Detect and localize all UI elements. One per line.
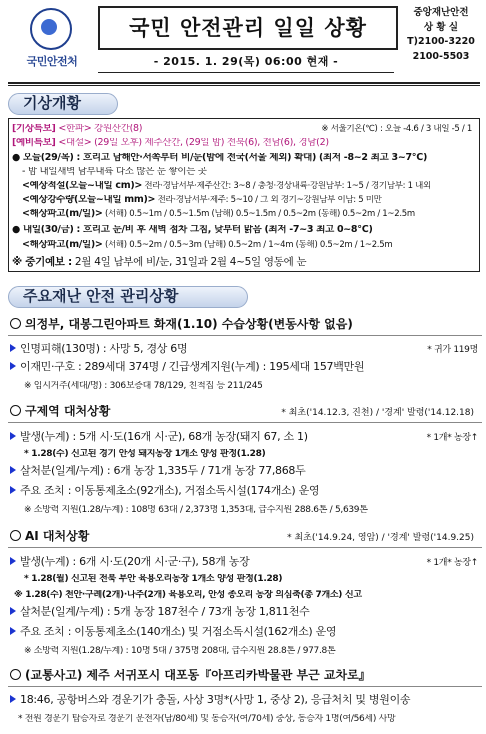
fire-row: 인명피해(130명) : 사망 5, 경상 6명 * 귀가 119명 <box>10 343 484 356</box>
circle-bullet-icon <box>10 530 21 541</box>
triangle-bullet-icon <box>10 362 16 370</box>
ai-row: 살처분(일계/누계) : 5개 농장 187천수 / 73개 농장 1,811천수 <box>10 606 484 619</box>
divider <box>8 335 482 336</box>
weather-line: <예상적설(오늘~내일 cm)> 전라·경남서부·제주산간: 3~8 / 충청·경상내륙·강원남부: 1~5 / 경기남부: 1 내외 <box>22 181 431 191</box>
divider <box>8 422 482 423</box>
disaster-banner: 주요재난 안전 관리상황 <box>8 286 248 308</box>
emblem-icon <box>30 8 72 50</box>
divider <box>8 82 480 84</box>
ai-row: ※ 소방력 지원(1.28/누계) : 10명 5대 / 375명 208대, 급수지원 28.8톤 / 977.8톤 <box>24 646 336 656</box>
ai-title: AI 대처상황 * 최초('14.9.24, 영암) / '경계' 발령('14.9.25) <box>10 530 480 544</box>
agency-contact: 중앙재난안전 상 황 실 T)2100-3220 2100-5503 <box>407 7 475 63</box>
triangle-bullet-icon <box>10 432 16 440</box>
traffic-row: * 전원 경운기 탑승자로 경운기 운전자(남/80세) 및 동승자(여/70세) 중상, 동승자 1명(여/56세) 사망 <box>18 714 396 724</box>
triangle-bullet-icon <box>10 607 16 615</box>
fire-row: ※ 임시거주(세대/명) : 306보증대 78/129, 친척집 등 211/245 <box>24 381 263 391</box>
circle-bullet-icon <box>10 669 21 680</box>
traffic-row: 18:46, 공항버스와 경운기가 충돌, 사상 3명*(사망 1, 중상 2), 응급처치 및 병원이송 <box>10 694 484 707</box>
weather-line: ● 내일(30/금) : 흐리고 눈/비 후 새벽 점차 그침, 낮부터 맑음 (최저 -7~3 최고 0~8℃) <box>12 225 373 235</box>
triangle-bullet-icon <box>10 466 16 474</box>
fire-title: 의정부, 대봉그린아파트 화재(1.10) 수습상황(변동사항 없음) <box>10 318 480 332</box>
fmd-row: ※ 소방력 지원(1.28/누계) : 108명 63대 / 2,373명 1,353대, 급수지원 288.6톤 / 5,639톤 <box>24 505 368 515</box>
triangle-bullet-icon <box>10 486 16 494</box>
weather-line: ● 오늘(29/목) : 흐리고 남해안·서쪽부터 비/눈(밤에 전국(서울 제외) 확대) (최저 -8~2 최고 3~7℃) <box>12 153 428 163</box>
divider <box>8 547 482 548</box>
divider <box>98 72 394 73</box>
weather-line: [예비특보] <대설> (29일 오후) 제주산간, (29일 밤) 전북(6), 전남(6), 경남(2) <box>12 138 329 148</box>
traffic-title: (교통사고) 제주 서귀포시 대포동『아프리카박물관 부근 교차로』 <box>10 669 480 683</box>
fmd-row: 발생(누계) : 5개 시·도(16개 시·군), 68개 농장(돼지 67, 소 1) * 1개* 농장↑ <box>10 431 484 444</box>
weather-line: <해상파고(m/일)> (서해) 0.5~1m / 0.5~1.5m (남해) 0.5~1.5m / 0.5~2m (동해) 0.5~2m / 1~2.5m <box>22 209 415 219</box>
agency-logo <box>8 4 94 78</box>
logo-text: 국민안전처 <box>26 55 78 68</box>
fmd-row: 살처분(일계/누계) : 6개 농장 1,335두 / 71개 농장 77,868두 <box>10 465 484 478</box>
weather-line: <예상강수량(오늘~내일 mm)> 전라·경남서부·제주: 5~10 / 그 외 경기~강원남부 이남: 5 미만 <box>22 195 382 205</box>
triangle-bullet-icon <box>10 557 16 565</box>
report-date: - 2015. 1. 29(목) 06:00 현재 - <box>153 55 339 68</box>
circle-bullet-icon <box>10 405 21 416</box>
fmd-row: 주요 조치 : 이동통제초소(92개소), 거점소독시설(174개소) 운영 <box>10 485 484 498</box>
fmd-row: * 1.28(수) 신고된 경기 안성 돼지농장 1개소 양성 판정(1.28) <box>24 449 266 459</box>
ai-row: 주요 조치 : 이동통제초소(140개소) 및 거점소독시설(162개소) 운영 <box>10 626 484 639</box>
divider <box>8 686 482 687</box>
ai-row: ※ 1.28(수) 천안·구례(2개)·나주(2개) 육용오리, 안성 종오리 농장 의심축(총 7개소) 신고 <box>14 590 362 600</box>
triangle-bullet-icon <box>10 695 16 703</box>
circle-bullet-icon <box>10 318 21 329</box>
triangle-bullet-icon <box>10 344 16 352</box>
fire-row: 이재민·구호 : 289세대 374명 / 긴급생계지원(누계) : 195세대 157백만원 <box>10 361 484 374</box>
weather-line: ※ 중기예보 : 2월 4일 남부에 비/눈, 31일과 2월 4~5일 영동에 눈 <box>12 256 307 268</box>
weather-line: - 밤 내일새벽 남부내륙 다소 많은 눈 쌓이는 곳 <box>22 167 207 177</box>
weather-line: <해상파고(m/일)> (서해) 0.5~2m / 0.5~3m (남해) 0.5~2m / 1~4m (동해) 0.5~2m / 1~2.5m <box>22 240 393 250</box>
ai-row: * 1.28(월) 신고된 전북 부안 육용오리농장 1개소 양성 판정(1.28) <box>24 574 283 584</box>
weather-banner: 기상개황 <box>8 93 118 115</box>
triangle-bullet-icon <box>10 627 16 635</box>
ai-row: 발생(누계) : 6개 시·도(20개 시·군·구), 58개 농장 * 1개* 농장↑ <box>10 556 484 569</box>
fmd-title: 구제역 대처상황 * 최초('14.12.3, 진천) / '경계' 발령('14.12.18) <box>10 405 480 419</box>
weather-line: [기상특보] <한파> 강원산간(8) ※ 서울기온(℃) : 오늘 -4.6 / 3 내일 -5 / 1 <box>12 124 472 134</box>
page-title: 국민 안전관리 일일 상황 <box>98 6 398 50</box>
divider <box>8 85 480 86</box>
